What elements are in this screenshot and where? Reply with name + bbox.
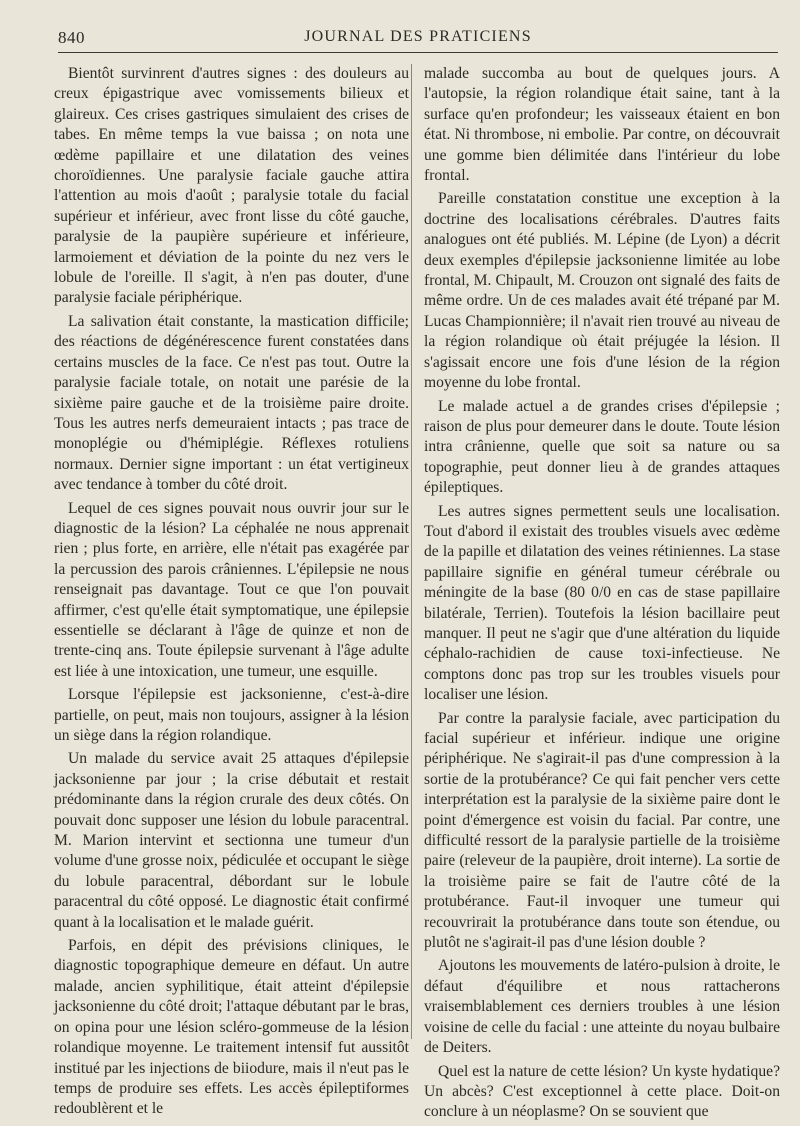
paragraph: Par contre la paralysie faciale, avec participation du facial supérieur et inférieur. indique une origine périphérique. Ne s'agirait-il pas d'une compression à la sortie de la protubérance? Ce qui fait pencher vers cette interprétation est la paralysie de la sixième paire dont le point d'émergence est voisin du facial. Par contre, une difficulté ressort de la paralysie partielle de la troisième paire (releveur de la paupière, droit interne). La sortie de la troisième paire se fait de l'autre côté de la protubérance. Faut-il invoquer une tumeur qui recouvrirait la protubérance dans toute son étendue, ou plutôt ne s'agirait-il pas d'une lésion double ? xyxy=(424,709,780,952)
paragraph: Un malade du service avait 25 attaques d'épilepsie jacksonienne par jour ; la crise débutait et restait prédominante dans la région crurale des deux côtés. On pouvait donc supposer une lésion du lobule paracentral. M. Marion intervint et sectionna une tumeur d'un volume d'une grosse noix, pédiculée et occupant le siège du lobule paracentral, débordant sur le lobule paracentral du côté opposé. Le diagnostic était confirmé quant à la localisation et le malade guérit. xyxy=(54,750,409,931)
paragraph: Bientôt survinrent d'autres signes : des douleurs au creux épigastrique avec vomissements bilieux et glaireux. Ces crises gastriques simulaient des crises de tabes. En même temps la vue baissa ; on nota une œdème papillaire et une dilatation des veines choroïdiennes. Une paralysie faciale gauche attira l'attention au mois d'août ; paralysie totale du facial supérieur et inférieur, avec front lisse du côté gauche, paralysie de la paupière supérieure et inférieure, larmoiement et déviation de la pointe du nez vers le lobule de l'oreille. Il s'agit, à n'en pas douter, d'une paralysie faciale périphérique. xyxy=(54,65,409,307)
running-title: JOURNAL DES PRATICIENS xyxy=(304,28,532,45)
paragraph: Les autres signes permettent seuls une localisation. Tout d'abord il existait des troubles visuels avec œdème de la papille et dilatation des veines rétiniennes. La stase papillaire signifie en général tumeur cérébrale ou méningite de la base (80 0/0 en cas de stase papillaire bilatérale, Terrien). Toutefois la lésion bacillaire peut manquer. Il peut ne s'agir que d'une altération du liquide céphalo-rachidien de cause toxi-infectieuse. Ne comptons donc pas trop sur les troubles visuels pour localiser une lésion. xyxy=(424,502,780,704)
paragraph: La salivation était constante, la mastication difficile; des réactions de dégénérescence furent constatées dans certains muscles de la face. Ce n'est pas tout. Outre la paralysie faciale totale, on notait une parésie de la sixième paire gauche et de la troisième paire droite. Tous les autres nerfs demeuraient intacts ; pas trace de monoplégie ou d'hémiplégie. Réflexes rotuliens normaux. Dernier signe important : un état vertigineux avec tendance à tomber du côté droit. xyxy=(54,312,409,494)
page-header xyxy=(58,28,778,50)
right-column xyxy=(424,64,780,1126)
header-rule xyxy=(58,52,778,53)
paragraph: Le malade actuel a de grandes crises d'épilepsie ; raison de plus pour demeurer dans le doute. Toute lésion intra crânienne, quelle que soit sa nature ou sa topographie, peut donner lieu à de grandes attaques épileptiques. xyxy=(424,397,780,497)
paragraph: Lorsque l'épilepsie est jacksonienne, c'est-à-dire partielle, on peut, mais non toujours, assigner à la lésion un siège dans la région rolandique. xyxy=(54,686,409,744)
page-number: 840 xyxy=(58,28,85,47)
paragraph: Lequel de ces signes pouvait nous ouvrir jour sur le diagnostic de la lésion? La céphalée ne nous apprenait rien ; plus forte, en arrière, elle n'était pas exagérée par la percussion des parois crâniennes. L'épilepsie ne nous renseignait pas davantage. Tout ce que l'on pouvait affirmer, c'est qu'elle était symptomatique, une épilepsie essentielle se déclarant à l'âge de quinze et non de trente-cinq ans. Toute épilepsie survenant à l'âge adulte est liée à une intoxication, une tumeur, une esquille. xyxy=(54,499,409,680)
column-divider xyxy=(411,64,412,1039)
paragraph: Ajoutons les mouvements de latéro-pulsion à droite, le défaut d'équilibre et nous rattacherons vraisemblablement ces derniers troubles à une lésion voisine de celle du facial : une atteinte du noyau bulbaire de Deiters. xyxy=(424,957,780,1057)
left-column xyxy=(54,64,409,1123)
paragraph: malade succomba au bout de quelques jours. A l'autopsie, la région rolandique était saine, tant à la surface qu'en profondeur; les vaisseaux étaient en bon état. Ni thrombose, ni embolie. Par contre, on découvrait une gomme bien délimitée dans l'intérieur du lobe frontal. xyxy=(424,65,780,185)
paragraph: Quel est la nature de cette lésion? Un kyste hydatique? Un abcès? C'est exceptionnel à cette place. Doit-on conclure à un néoplasme? On se souvient que xyxy=(424,1062,780,1121)
paragraph: Pareille constatation constitue une exception à la doctrine des localisations cérébrales. D'autres faits analogues ont été publiés. M. Lépine (de Lyon) a décrit deux exemples d'épilepsie jacksonienne limitée au lobe frontal, M. Chipault, M. Crouzon ont signalé des faits de même ordre. Un de ces malades avait été trépané par M. Lucas Championnière; il n'avait rien trouvé au niveau de la région rolandique où était préjugée la lésion. Il s'agissait encore une fois d'une lésion de la région moyenne du lobe frontal. xyxy=(424,190,780,392)
paragraph: Parfois, en dépit des prévisions cliniques, le diagnostic topographique demeure en défaut. Un autre malade, ancien syphilitique, était atteint d'épilepsie jacksonienne du côté droit; l'attaque débutant par le bras, on opina pour une lésion scléro-gommeuse de la lésion rolandique moyenne. Le traitement intensif fut aussitôt institué par les injections de biiodure, mais il n'eut pas le temps de produire ses effets. Les accès épileptiformes redoublèrent et le xyxy=(54,937,409,1118)
